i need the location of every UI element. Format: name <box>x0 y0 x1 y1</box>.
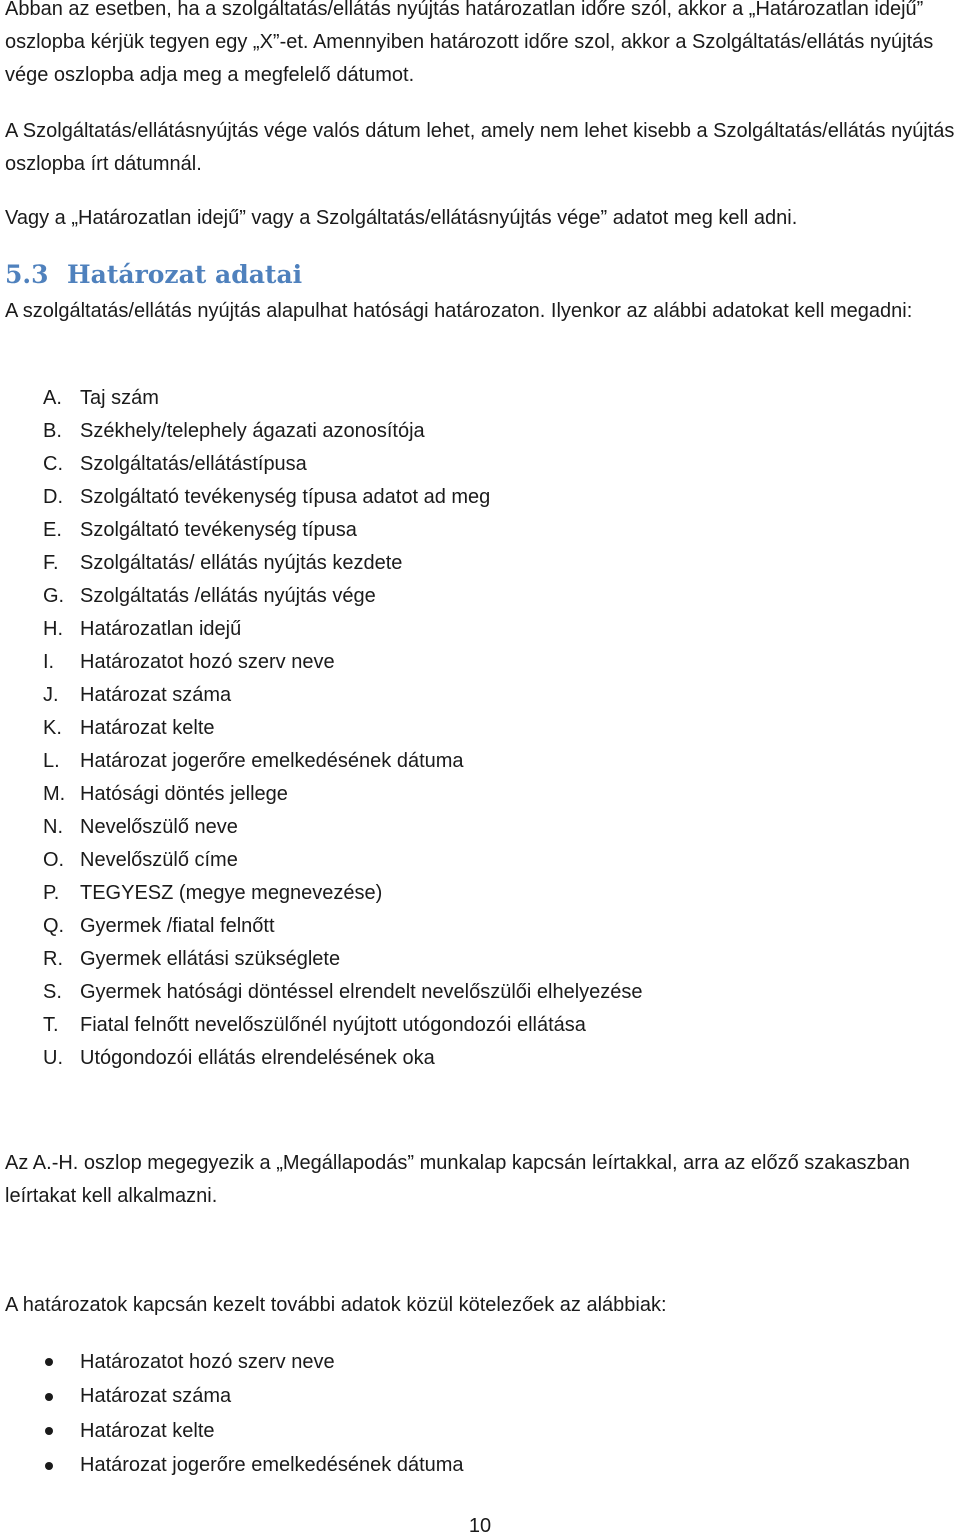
bullet-item-text: Határozatot hozó szerv neve <box>80 1350 335 1373</box>
list-item-text: Szolgáltató tevékenység típusa adatot ad meg <box>80 486 491 508</box>
section-title: Határozat adatai <box>67 260 303 289</box>
bullet-item <box>43 1345 943 1380</box>
paragraph-resolution-intro: A szolgáltatás/ellátás nyújtás alapulhat hatósági határozaton. Ilyenkor az alábbi adatokat kell megadni: <box>5 300 913 322</box>
list-item-label: T. <box>43 1014 59 1036</box>
list-item <box>43 415 943 448</box>
list-item <box>43 745 943 778</box>
list-item-text: Hatósági döntés jellege <box>80 783 288 805</box>
list-item-label: S. <box>43 981 62 1003</box>
list-item <box>43 910 943 943</box>
list-item <box>43 712 943 745</box>
list-item-label: J. <box>43 684 59 706</box>
list-item <box>43 1009 943 1042</box>
list-item-label: E. <box>43 519 62 541</box>
bullet-item <box>43 1380 943 1415</box>
list-item <box>43 580 943 613</box>
list-item-label: C. <box>43 453 63 475</box>
list-item-text: Határozatot hozó szerv neve <box>80 651 335 673</box>
list-item-label: K. <box>43 717 62 739</box>
list-item-text: Gyermek /fiatal felnőtt <box>80 915 275 937</box>
list-item <box>43 646 943 679</box>
list-item <box>43 382 943 415</box>
list-item-label: O. <box>43 849 65 871</box>
list-item-text: Székhely/telephely ágazati azonosítója <box>80 420 425 442</box>
bullet-icon <box>45 1427 53 1435</box>
list-item <box>43 613 943 646</box>
list-item-text: Utógondozói ellátás elrendelésének oka <box>80 1047 435 1069</box>
list-item-label: Q. <box>43 915 65 937</box>
list-item <box>43 481 943 514</box>
list-item-text: Határozat jogerőre emelkedésének dátuma <box>80 750 464 772</box>
list-item-text: Fiatal felnőtt nevelőszülőnél nyújtott utógondozói ellátása <box>80 1014 586 1036</box>
list-item-text: Nevelőszülő neve <box>80 816 238 838</box>
list-item-label: D. <box>43 486 63 508</box>
list-item <box>43 877 943 910</box>
list-item-label: P. <box>43 882 60 904</box>
list-item <box>43 514 943 547</box>
list-item-text: Határozatlan idejű <box>80 618 242 640</box>
list-item-label: N. <box>43 816 63 838</box>
bullet-icon <box>45 1393 53 1401</box>
mandatory-field-list <box>43 1345 943 1483</box>
list-item-text: Szolgáltatás/ellátástípusa <box>80 453 307 475</box>
list-item <box>43 943 943 976</box>
list-item-text: Szolgáltató tevékenység típusa <box>80 519 357 541</box>
list-item-text: Szolgáltatás /ellátás nyújtás vége <box>80 585 376 607</box>
list-item-label: G. <box>43 585 65 607</box>
list-item-text: Határozat száma <box>80 684 232 706</box>
bullet-item <box>43 1414 943 1449</box>
list-item-text: Nevelőszülő címe <box>80 849 238 871</box>
list-item-text: Taj szám <box>80 387 159 409</box>
list-item <box>43 1042 943 1075</box>
list-item <box>43 778 943 811</box>
paragraph-mandatory-intro: A határozatok kapcsán kezelt további adatok közül kötelezőek az alábbiak: <box>5 1294 667 1316</box>
section-heading <box>5 258 302 292</box>
field-list <box>43 382 943 1075</box>
bullet-item-text: Határozat száma <box>80 1385 232 1408</box>
list-item-label: B. <box>43 420 62 442</box>
paragraph-end-date-rule: A Szolgáltatás/ellátásnyújtás vége valós dátum lehet, amely nem lehet kisebb a Szolgáltatás/ellátás nyújtás oszlopba írt dátumnál. <box>5 120 955 175</box>
list-item-label: F. <box>43 552 59 574</box>
list-item-text: TEGYESZ (megye megnevezése) <box>80 882 383 904</box>
list-item-label: R. <box>43 948 63 970</box>
paragraph-intro: Abban az esetben, ha a szolgáltatás/ellátás nyújtás határozatlan időre szól, akkor a „Határozatlan idejű” oszlopba kérjük tegyen egy „X”-et. Amennyiben határozott időre szol, akkor a Szolgáltatás/ellátás nyújtás vége oszlopba adja meg a megfelelő dátumot. <box>5 0 934 86</box>
list-item-label: A. <box>43 387 62 409</box>
bullet-item-text: Határozat jogerőre emelkedésének dátuma <box>80 1454 464 1477</box>
list-item-text: Határozat kelte <box>80 717 215 739</box>
bullet-item <box>43 1449 943 1484</box>
section-number: 5.3 <box>5 260 49 289</box>
list-item <box>43 976 943 1009</box>
list-item-text: Szolgáltatás/ ellátás nyújtás kezdete <box>80 552 403 574</box>
bullet-item-text: Határozat kelte <box>80 1419 215 1442</box>
list-item-label: U. <box>43 1047 63 1069</box>
list-item <box>43 448 943 481</box>
list-item <box>43 844 943 877</box>
list-item-label: L. <box>43 750 60 772</box>
page-number: 10 <box>468 1515 492 1537</box>
list-item-label: I. <box>43 651 55 673</box>
list-item-label: H. <box>43 618 63 640</box>
paragraph-columns-note: Az A.-H. oszlop megegyezik a „Megállapodás” munkalap kapcsán leírtakkal, arra az előző szakaszban leírtakat kell alkalmazni. <box>5 1152 910 1207</box>
paragraph-either-or: Vagy a „Határozatlan idejű” vagy a Szolgáltatás/ellátásnyújtás vége” adatot meg kell adni. <box>5 207 798 229</box>
list-item-label: M. <box>43 783 66 805</box>
bullet-icon <box>45 1358 53 1366</box>
list-item <box>43 679 943 712</box>
list-item <box>43 811 943 844</box>
list-item <box>43 547 943 580</box>
list-item-text: Gyermek ellátási szükséglete <box>80 948 341 970</box>
list-item-text: Gyermek hatósági döntéssel elrendelt nevelőszülői elhelyezése <box>80 981 643 1003</box>
bullet-icon <box>45 1462 53 1470</box>
